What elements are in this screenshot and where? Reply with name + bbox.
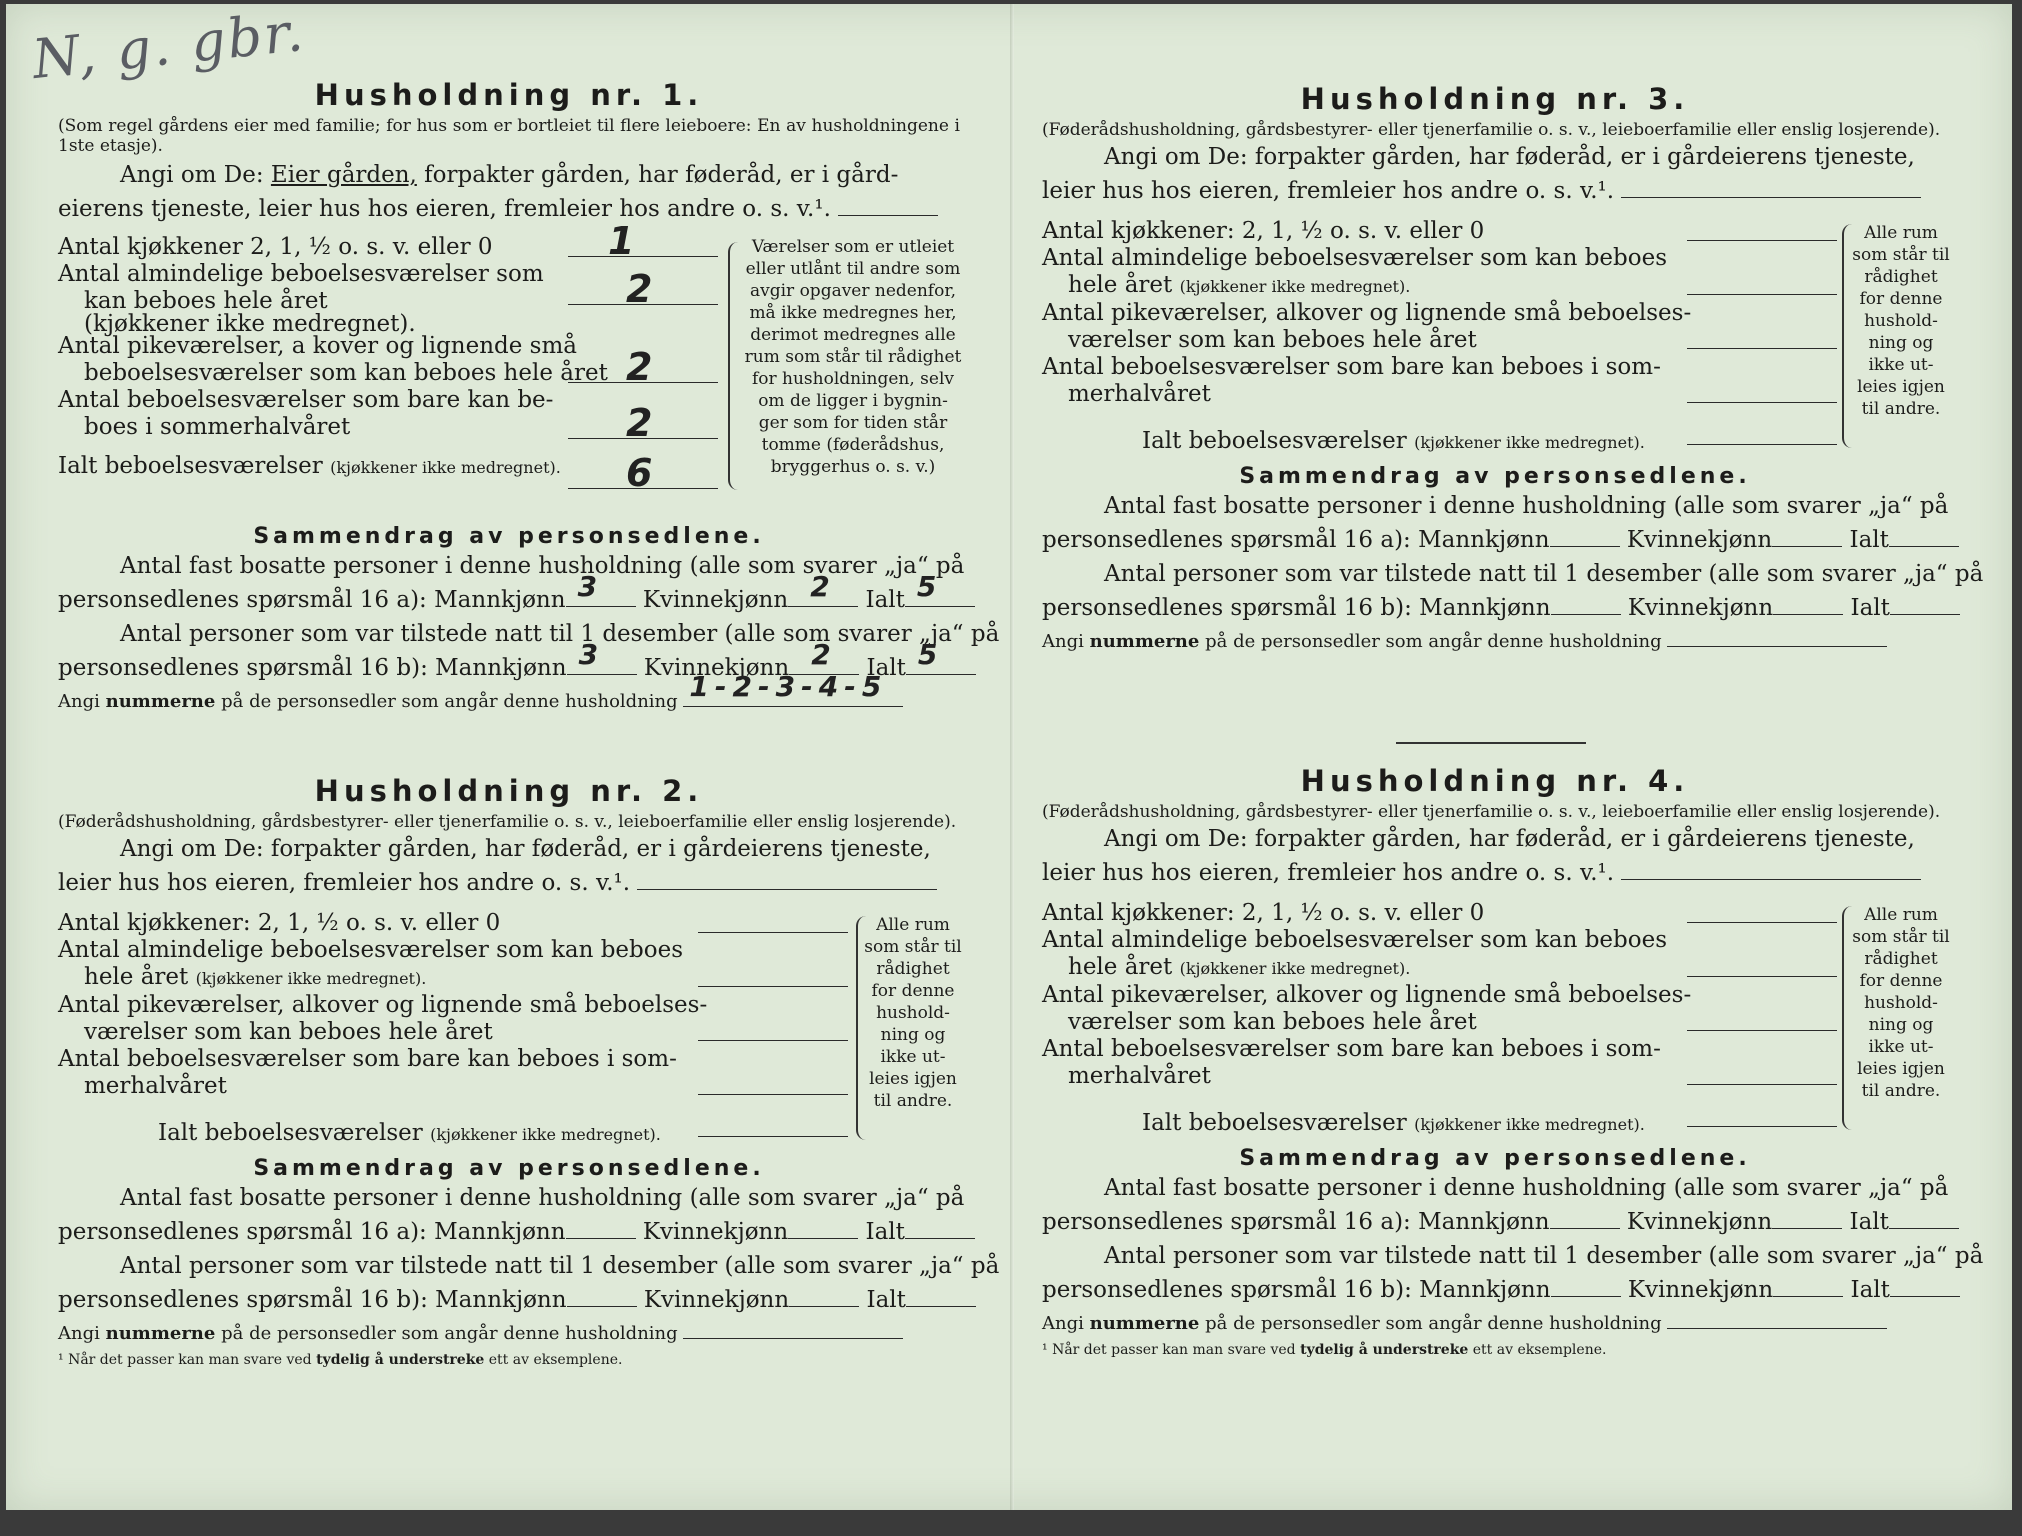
household-3-title: Husholdning nr. 3. — [1300, 82, 1690, 116]
household-3-rooms: Antal kjøkkener: 2, 1, ½ o. s. v. eller 0 Antal almindelige beboelsesværelser som kan beboes hele året (kjøkkener ikke medregnet). Antal pikeværelser, alkover og lignende små beboelses- værelser som kan beboes hele året Antal beboelsesværelser som bare kan beboes i som- merhalvåret Ialt beboelsesværelser (kjøkkener ikke medregnet). Alle rum som står til rådighet for denne hushold- ning og ikke ut- leies igjen til andre. — [1042, 218, 1948, 454]
household-2-title: Husholdning nr. 2. — [314, 774, 704, 808]
household-4-rooms: Antal kjøkkener: 2, 1, ½ o. s. v. eller 0 Antal almindelige beboelsesværelser som kan beboes hele året (kjøkkener ikke medregnet). Antal pikeværelser, alkover og lignende små beboelses- værelser som kan beboes hele året Antal beboelsesværelser som bare kan beboes i som- merhalvåret Ialt beboelsesværelser (kjøkkener ikke medregnet). Alle rum som står til rådighet for denne hushold- ning og ikke ut- leies igjen til andre. — [1042, 900, 1948, 1136]
section-divider — [1396, 742, 1586, 744]
household-1-angi-line-2: eierens tjeneste, leier hus hos eieren, fremleier hos andre o. s. v.¹. — [58, 192, 960, 226]
household-1-owner-underlined: Eier gården, — [270, 162, 417, 188]
household-3-summary-title: Sammendrag av personsedlene. — [1239, 464, 1751, 489]
household-3-side-note: Alle rum som står til rådighet for denne hushold- ning og ikke ut- leies igjen til andre. — [1852, 223, 1950, 419]
household-4-title: Husholdning nr. 4. — [1300, 764, 1690, 798]
household-2-side-note: Alle rum som står til rådighet for denne hushold- ning og ikke ut- leies igjen til andre. — [864, 915, 962, 1111]
household-1-residents-line: personsedlenes spørsmål 16 a): Mannkjønn 3 Kvinnekjønn 2 Ialt 5 — [58, 583, 960, 617]
household-2-rooms: Antal kjøkkener: 2, 1, ½ o. s. v. eller 0 Antal almindelige beboelsesværelser som kan beboes hele året (kjøkkener ikke medregnet). Antal pikeværelser, alkover og lignende små beboelses- værelser som kan beboes hele året Antal beboelsesværelser som bare kan beboes i som- merhalvåret Ialt beboelsesværelser (kjøkkener ikke medregnet). Alle rum som står til rådighet for denne hushold- ning og ikke ut- leies igjen til andre. — [58, 910, 960, 1146]
household-2-summary-title: Sammendrag av personsedlene. — [253, 1156, 765, 1181]
household-1-numbers-line: Angi nummerne på de personsedler som angår denne husholdning 1-2-3-4-5 — [58, 685, 960, 719]
household-4-side-note: Alle rum som står til rådighet for denne hushold- ning og ikke ut- leies igjen til andre. — [1852, 905, 1950, 1101]
right-footnote: ¹ Når det passer kan man svare ved tydelig å understreke ett av eksemplene. — [1042, 1342, 1607, 1358]
household-1-summer-rooms-answer: 2 — [568, 438, 718, 439]
household-1-present-line: personsedlenes spørsmål 16 b): Mannkjønn 3 Kvinnekjønn 2 Ialt 5 — [58, 651, 960, 685]
household-1-kitchens-answer: 1 — [568, 256, 718, 257]
archive-reference-handwritten: N, g. gbr. — [29, 0, 308, 92]
household-1-rooms-answer: 2 — [568, 304, 718, 305]
household-1-small-rooms-answer: 2 — [568, 382, 718, 383]
household-2: Husholdning nr. 2. (Føderådshusholdning, gårdsbestyrer- eller tjenerfamilie o. s. v., leieboerfamilie eller enslig losjerende). Angi om De: forpakter gården, har føderåd, er i gårdeierens tjeneste, leier hus hos eieren, fremleier hos andre o. s. v.¹. Antal kjøkkener: 2, 1, ½ o. s. v. eller 0 Antal almindelige beboelsesværelser som kan beboes hele året (kjøkkener ikke medregnet). Antal pikeværelser, alkover og lignende små beboelses- værelser som kan beboes hele året Antal beboelsesværelser som bare kan beboes i som- merhalvåret Ialt beboelsesværelser (kjøkkener ikke medregnet). Alle rum som står til rådighet for denne hushold- ning og ikke ut- leies igjen til andre. Sammendrag av personsedlene. Antal fast bosatte personer i denne husholdning (alle som svarer „ja“ på personsedlenes spørsmål 16 a): Mannkjønn Kvinnekjønn Ialt Antal personer som var tilstede natt til 1 desember (alle som svarer „ja“ på personsedlenes spørsmål 16 b): Mannkjønn Kvinnekjønn Ialt Angi nummerne på de personsedler som angår denne husholdning ¹ Når det passer kan man svare ved tydelig å understreke ett av eksemplene. — [58, 774, 1000, 1368]
household-1-summary-title: Sammendrag av personsedlene. — [253, 524, 765, 549]
page-fold — [1010, 4, 1014, 1510]
household-1-title: Husholdning nr. 1. — [314, 78, 704, 112]
household-4-summary-title: Sammendrag av personsedlene. — [1239, 1146, 1751, 1171]
household-3-note: (Føderådshusholdning, gårdsbestyrer- eller tjenerfamilie o. s. v., leieboerfamilie eller enslig losjerende). — [1042, 120, 1941, 140]
household-3: Husholdning nr. 3. (Føderådshusholdning, gårdsbestyrer- eller tjenerfamilie o. s. v., leieboerfamilie eller enslig losjerende). Angi om De: forpakter gården, har føderåd, er i gårdeierens tjeneste, leier hus hos eieren, fremleier hos andre o. s. v.¹. Antal kjøkkener: 2, 1, ½ o. s. v. eller 0 Antal almindelige beboelsesværelser som kan beboes hele året (kjøkkener ikke medregnet). Antal pikeværelser, alkover og lignende små beboelses- værelser som kan beboes hele året Antal beboelsesværelser som bare kan beboes i som- merhalvåret Ialt beboelsesværelser (kjøkkener ikke medregnet). Alle rum som står til rådighet for denne hushold- ning og ikke ut- leies igjen til andre. Sammendrag av personsedlene. Antal fast bosatte personer i denne husholdning (alle som svarer „ja“ på personsedlenes spørsmål 16 a): Mannkjønn Kvinnekjønn Ialt Antal personer som var tilstede natt til 1 desember (alle som svarer „ja“ på personsedlenes spørsmål 16 b): Mannkjønn Kvinnekjønn Ialt Angi nummerne på de personsedler som angår denne husholdning — [1042, 82, 1984, 652]
household-1-note: (Som regel gårdens eier med familie; for hus som er bortleiet til flere leieboere: En av husholdningene i 1ste etasje). — [58, 116, 960, 156]
household-1-angi-line: Angi om De: Eier gården, forpakter gården, har føderåd, er i gård- — [120, 162, 899, 188]
household-1-side-note: Værelser som er utleiet eller utlånt til andre som avgir opgaver nedenfor, må ikke medregnes her, derimot medregnes alle rum som står til rådighet for husholdningen, selv om de ligger i bygnin- ger som for tiden står tomme (føderådshus, bryggerhus o. s. v.) — [744, 237, 962, 477]
household-1-total-rooms-answer: 6 — [568, 488, 718, 489]
household-1: Husholdning nr. 1. (Som regel gårdens eier med familie; for hus som er bortleiet til flere leieboere: En av husholdningene i 1ste etasje). Angi om De: Eier gården, forpakter gården, har føderåd, er i gård- eierens tjeneste, leier hus hos eieren, fremleier hos andre o. s. v.¹. Antal kjøkkener 2, 1, ½ o. s. v. eller 0 Antal almindelige beboelsesværelser som kan beboes hele året (kjøkkener ikke medregnet). Antal pikeværelser, a kover og lignende små beboelsesværelser som kan beboes hele året Antal beboelsesværelser som bare kan be- boes i sommerhalvåret Ialt beboelsesværelser (kjøkkener ikke medregnet). 1 2 2 2 6 Værelser som er utleiet eller utlånt til andre som avgir opgaver nedenfor, må ikke medregnes her, derimot medregnes alle rum som står til rådighet for husholdningen, selv om de ligger i bygnin- ger som for tiden står tomme (føderådshus, bryggerhus o. s. v.) Sammendrag av personsedlene. Antal fast bosatte personer i denne husholdning (alle som svarer „ja“ på personsedlenes spørsmål 16 a): Mannkjønn 3 Kvinnekjønn 2 Ialt 5 Antal personer som var tilstede natt til 1 desember (alle som svarer „ja“ på personsedlenes spørsmål 16 b): Mannkjønn 3 Kvinnekjønn 2 Ialt 5 Angi nummerne på de personsedler som angår denne husholdning 1-2-3-4-5 — [58, 78, 960, 719]
household-1-kitchens-question: Antal kjøkkener 2, 1, ½ o. s. v. eller 0 — [58, 234, 493, 260]
left-footnote: ¹ Når det passer kan man svare ved tydelig å understreke ett av eksemplene. — [58, 1352, 623, 1368]
household-1-rooms: Antal kjøkkener 2, 1, ½ o. s. v. eller 0 Antal almindelige beboelsesværelser som kan beboes hele året (kjøkkener ikke medregnet). Antal pikeværelser, a kover og lignende små beboelsesværelser som kan beboes hele året Antal beboelsesværelser som bare kan be- boes i sommerhalvåret Ialt beboelsesværelser (kjøkkener ikke medregnet). 1 2 2 2 6 Værelser som er utleiet eller utlånt til andre som avgir opgaver nedenfor, må ikke medregnes her, derimot medregnes alle rum som står til rådighet for husholdningen, selv om de ligger i bygnin- ger som for tiden står tomme (føderådshus, bryggerhus o. s. v.) — [58, 234, 960, 514]
household-2-note: (Føderådshusholdning, gårdsbestyrer- eller tjenerfamilie o. s. v., leieboerfamilie eller enslig losjerende). — [58, 812, 957, 832]
household-4: Husholdning nr. 4. (Føderådshusholdning, gårdsbestyrer- eller tjenerfamilie o. s. v., leieboerfamilie eller enslig losjerende). Angi om De: forpakter gården, har føderåd, er i gårdeierens tjeneste, leier hus hos eieren, fremleier hos andre o. s. v.¹. Antal kjøkkener: 2, 1, ½ o. s. v. eller 0 Antal almindelige beboelsesværelser som kan beboes hele året (kjøkkener ikke medregnet). Antal pikeværelser, alkover og lignende små beboelses- værelser som kan beboes hele året Antal beboelsesværelser som bare kan beboes i som- merhalvåret Ialt beboelsesværelser (kjøkkener ikke medregnet). Alle rum som står til rådighet for denne hushold- ning og ikke ut- leies igjen til andre. Sammendrag av personsedlene. Antal fast bosatte personer i denne husholdning (alle som svarer „ja“ på personsedlenes spørsmål 16 a): Mannkjønn Kvinnekjønn Ialt Antal personer som var tilstede natt til 1 desember (alle som svarer „ja“ på personsedlenes spørsmål 16 b): Mannkjønn Kvinnekjønn Ialt Angi nummerne på de personsedler som angår denne husholdning ¹ Når det passer kan man svare ved tydelig å understreke ett av eksemplene. — [1042, 764, 1984, 1358]
household-4-note: (Føderådshusholdning, gårdsbestyrer- eller tjenerfamilie o. s. v., leieboerfamilie eller enslig losjerende). — [1042, 802, 1941, 822]
